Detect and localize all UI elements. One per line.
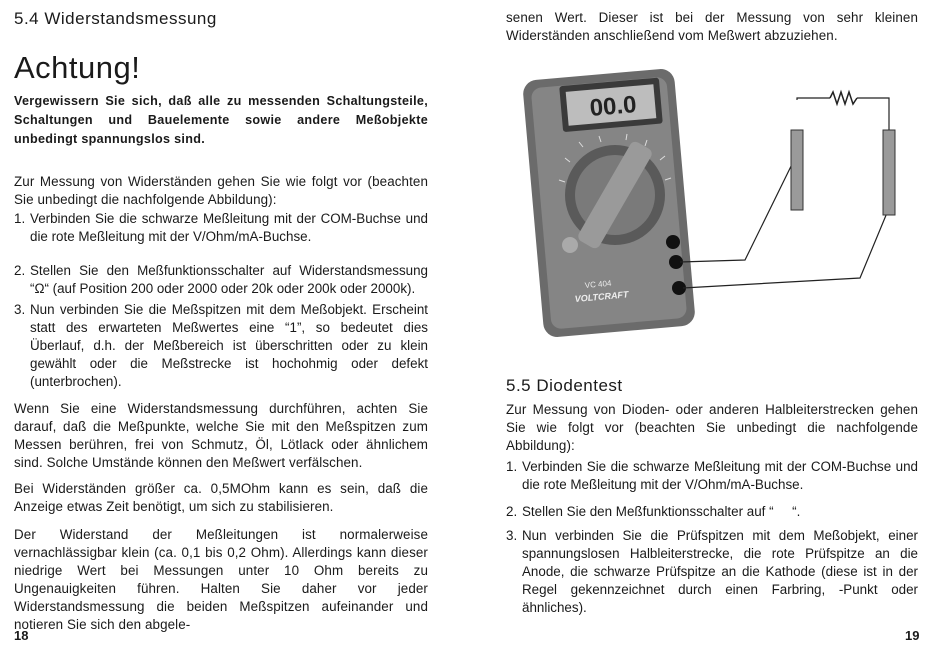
- warning-title: Achtung!: [14, 50, 141, 85]
- test-leads: [680, 98, 889, 288]
- resistance-step-3: [14, 301, 428, 391]
- warning-text: Vergewissern Sie sich, daß alle zu messenden Schaltungsteile, Schaltungen und Bauelemente sowie andere Meßobjekte unbedingt spannungslos sind.: [14, 94, 428, 146]
- diode-intro: Zur Messung von Dioden- oder anderen Halbleiterstrecken gehen Sie wie folgt vor (beachten Sie unbedingt die nachfolgende Abbildung):: [506, 402, 918, 453]
- brand-label: VOLTCRAFT: [574, 289, 629, 304]
- step-number: 3.: [14, 302, 26, 317]
- step-text: Verbinden Sie die schwarze Meßleitung mit der COM-Buchse und die rote Meßleitung mit der V/Ohm/mA-Buchse.: [30, 211, 428, 244]
- resistor-icon: [830, 92, 857, 104]
- step-text: Stellen Sie den Meßfunktionsschalter auf Widerstandsmessung “Ω“ (auf Position 200 oder 2000 oder 20k oder 200k oder 2000k).: [30, 263, 428, 296]
- diode-step-3: [506, 527, 918, 617]
- diode-step-2: [506, 503, 918, 521]
- diode-step-1: [506, 458, 918, 494]
- contact-points-paragraph: Wenn Sie eine Widerstandsmessung durchführen, achten Sie darauf, daß die Meßpunkte, welche Sie mit den Meßspitzen zum Messen berühren, frei von Schmutz, Öl, Lötlack oder ähnlichem sind. Solche Umstände können den Meßwert verfälschen.: [14, 401, 428, 470]
- multimeter-display: 00.0: [588, 91, 638, 122]
- resistance-step-1: [14, 210, 428, 246]
- multimeter-figure: [475, 60, 950, 360]
- page-number: 19: [905, 628, 920, 643]
- step-text: Verbinden Sie die schwarze Meßleitung mit der COM-Buchse und die rote Meßleitung mit der V/Ohm/mA-Buchse.: [522, 459, 918, 492]
- continued-paragraph: senen Wert. Dieser ist bei der Messung von sehr kleinen Widerständen anschließend vom Meßwert abzuziehen.: [506, 10, 918, 43]
- step-text: Nun verbinden Sie die Meßspitzen mit dem Meßobjekt. Erscheint statt des erwarteten Meßwertes eine “1”, so bedeutet dies Überlauf, d.h. der Meßbereich ist überschritten oder zu klein gewählt oder die Meßstrecke ist hochohmig oder defekt (unterbrochen).: [30, 302, 428, 389]
- step-text: Nun verbinden Sie die Prüfspitzen mit dem Meßobjekt, einer spannungslosen Halbleiterstrecke, die rote Prüfspitze an die Anode, die schwarze Prüfspitze an die Kathode (diese ist in der Regel gekennzeichnet durch einen Farbring, -Punkt oder ähnliches).: [522, 528, 918, 615]
- lead-resistance-paragraph: Der Widerstand der Meßleitungen ist normalerweise vernachlässigbar klein (ca. 0,1 bis 0,2 Ohm). Allerdings kann dieser niedrige Wert bei Messungen unter 10 Ohm bereits zu Ungenauigkeiten führen. Halten Sie daher vor jeder Widerstandsmessung die beiden Meßspitzen aufeinander und notieren Sie sich den abgele-: [14, 527, 428, 632]
- step-number: 3.: [506, 528, 518, 543]
- model-label: VC 404: [584, 278, 612, 290]
- probe-right: [883, 130, 895, 215]
- step-number: 2.: [506, 504, 518, 519]
- resistance-intro: Zur Messung von Widerständen gehen Sie wie folgt vor (beachten Sie unbedingt die nachfolgende Abbildung):: [14, 174, 428, 207]
- resistance-step-2: [14, 262, 428, 298]
- section-title-diode: 5.5 Diodentest: [506, 376, 623, 395]
- section-title-resistance: 5.4 Widerstandsmessung: [14, 9, 217, 28]
- multimeter-body: [522, 68, 696, 338]
- step-number: 1.: [14, 211, 26, 226]
- step-number: 1.: [506, 459, 518, 474]
- probe-left: [791, 130, 803, 210]
- step-number: 2.: [14, 263, 26, 278]
- page-number: 18: [14, 628, 29, 643]
- step-text: Stellen Sie den Meßfunktionsschalter auf “ “.: [522, 504, 801, 519]
- transistor-socket-icon: [562, 237, 578, 253]
- stabilization-paragraph: Bei Widerständen größer ca. 0,5MOhm kann es sein, daß die Anzeige etwas Zeit benötigt, um sich zu stabilisieren.: [14, 481, 428, 514]
- right-page: [475, 0, 950, 648]
